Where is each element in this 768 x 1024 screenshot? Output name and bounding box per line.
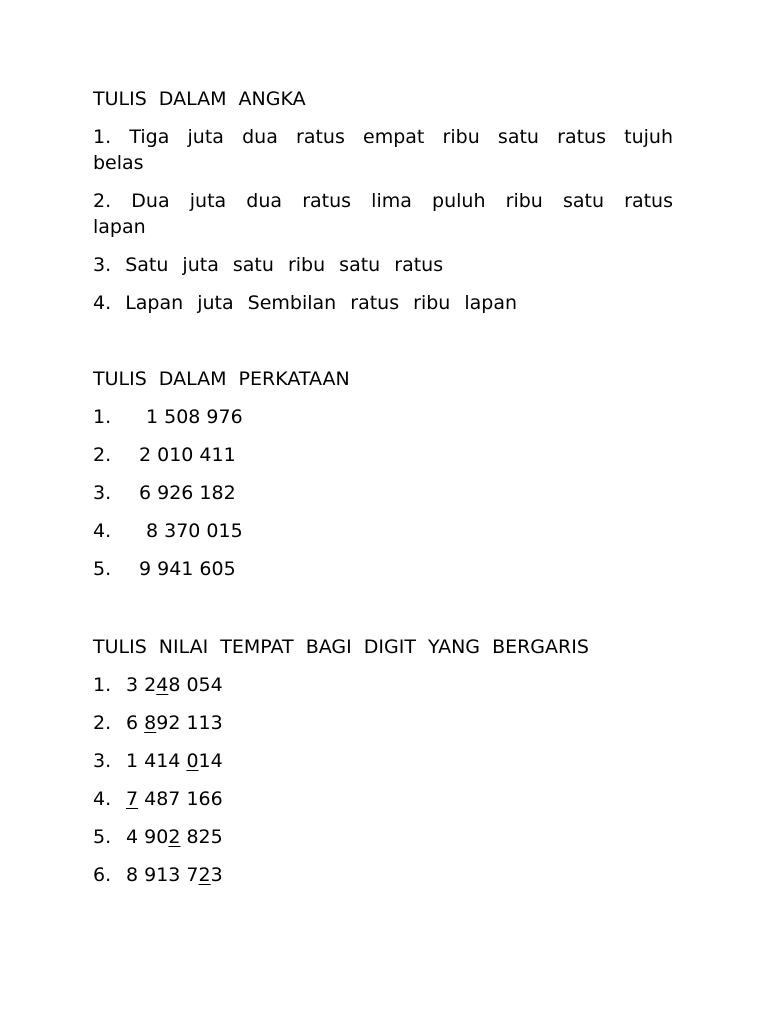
question-number: 1. (93, 126, 112, 148)
underlined-digit: 8 (144, 712, 157, 734)
section-place-value (93, 634, 673, 888)
section-title: TULIS DALAM ANGKA (93, 88, 306, 110)
question-number: 3. (93, 254, 112, 276)
section-write-in-numbers (93, 86, 673, 316)
value-prefix: 3 2 (126, 674, 157, 696)
question-number: 3. (93, 750, 112, 772)
underlined-digit: 4 (156, 674, 169, 696)
question-number: 6. (93, 864, 112, 886)
question-item (93, 290, 673, 316)
question-text: Satu juta satu ribu satu ratus (125, 254, 444, 276)
underlined-digit: 2 (198, 864, 211, 886)
question-value: 8 370 015 (146, 520, 243, 542)
underlined-digit: 0 (186, 750, 199, 772)
question-number: 2. (93, 712, 112, 734)
value-suffix: 92 113 (156, 712, 223, 734)
question-item (93, 672, 673, 698)
value-suffix: 14 (198, 750, 223, 772)
question-item (93, 710, 673, 736)
question-item (93, 824, 673, 850)
question-value: 2 010 411 (139, 444, 236, 466)
question-number: 1. (93, 406, 112, 428)
question-item (93, 252, 673, 278)
question-value: 9 941 605 (139, 558, 236, 580)
section-write-in-words (93, 366, 673, 582)
section-title: TULIS DALAM PERKATAAN (93, 368, 350, 390)
question-item (93, 862, 673, 888)
value-suffix: 3 (210, 864, 223, 886)
value-prefix: 6 (126, 712, 145, 734)
underlined-digit: 2 (168, 826, 181, 848)
question-number: 3. (93, 482, 112, 504)
question-item (93, 786, 673, 812)
value-suffix: 8 054 (168, 674, 223, 696)
question-item (93, 518, 673, 544)
question-item (93, 188, 673, 240)
question-number: 5. (93, 826, 112, 848)
question-number: 5. (93, 558, 112, 580)
value-prefix: 4 90 (126, 826, 169, 848)
underlined-digit: 7 (126, 788, 139, 810)
question-item (93, 124, 673, 176)
value-suffix: 487 166 (138, 788, 223, 810)
question-text: Lapan juta Sembilan ratus ribu lapan (125, 292, 518, 314)
value-prefix: 1 414 (126, 750, 187, 772)
question-number: 4. (93, 520, 112, 542)
question-number: 2. (93, 444, 112, 466)
question-text: Dua juta dua ratus lima puluh ribu satu ratus lapan (93, 190, 673, 238)
question-text: Tiga juta dua ratus empat ribu satu ratus tujuh belas (93, 126, 673, 174)
question-number: 4. (93, 292, 112, 314)
question-item (93, 442, 673, 468)
question-item (93, 480, 673, 506)
value-suffix: 825 (180, 826, 223, 848)
question-number: 2. (93, 190, 112, 212)
section-title: TULIS NILAI TEMPAT BAGI DIGIT YANG BERGARIS (93, 636, 589, 658)
value-prefix: 8 913 7 (126, 864, 199, 886)
question-item (93, 748, 673, 774)
question-value: 6 926 182 (139, 482, 236, 504)
question-value: 1 508 976 (146, 406, 243, 428)
question-number: 4. (93, 788, 112, 810)
question-item (93, 404, 673, 430)
question-number: 1. (93, 674, 112, 696)
question-item (93, 556, 673, 582)
